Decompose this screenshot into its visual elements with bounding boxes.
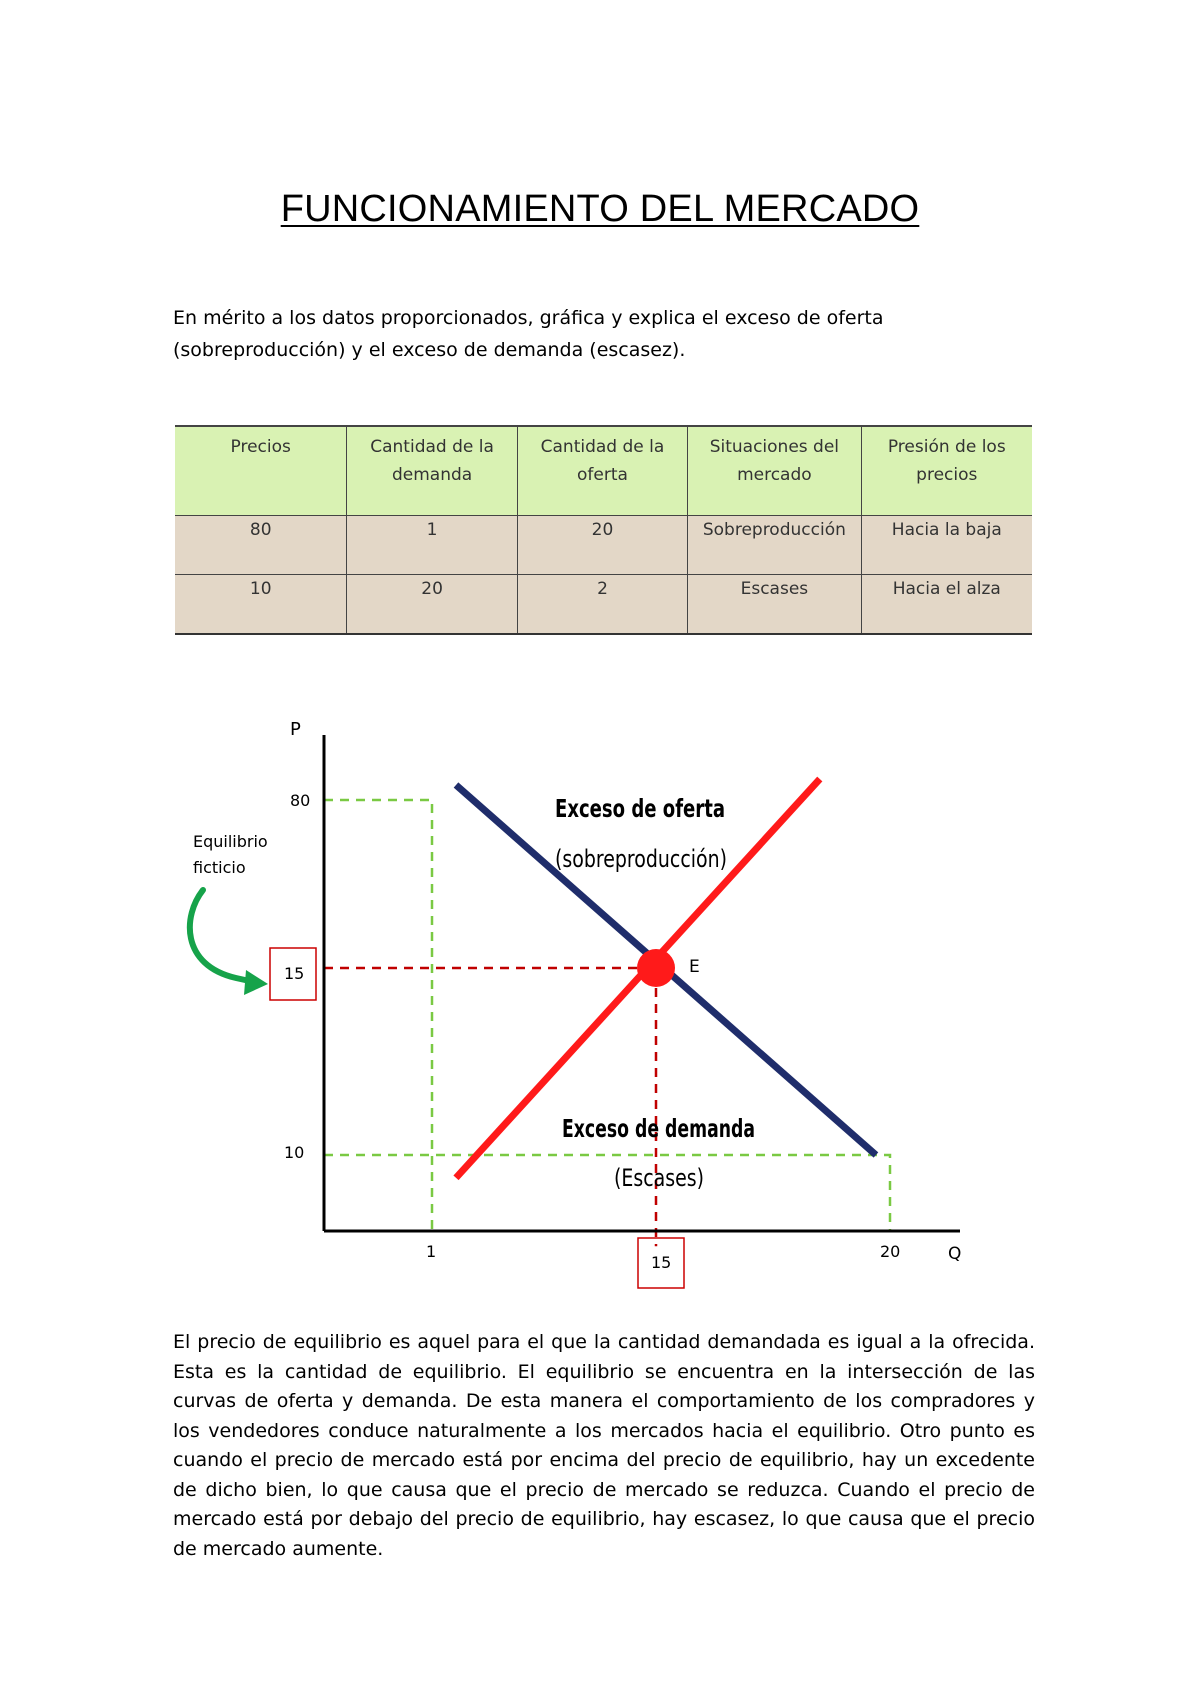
header-cantidad-oferta: Cantidad de la oferta bbox=[517, 426, 687, 516]
excess-supply-label: Exceso de oferta bbox=[555, 794, 725, 823]
fictitious-equilibrium-label-2: ficticio bbox=[193, 858, 246, 877]
x-tick-label: 1 bbox=[426, 1242, 437, 1261]
header-precios: Precios bbox=[175, 426, 347, 516]
header-presion: Presión de los precios bbox=[861, 426, 1032, 516]
table-cell: Hacia la baja bbox=[861, 516, 1032, 575]
boxed-quantity-label: 15 bbox=[651, 1253, 672, 1272]
table-cell: 20 bbox=[347, 575, 517, 635]
table-cell: Sobreproducción bbox=[688, 516, 861, 575]
fictitious-equilibrium-label-1: Equilibrio bbox=[193, 832, 268, 851]
table-cell: 20 bbox=[517, 516, 687, 575]
y-tick-label: 10 bbox=[284, 1143, 305, 1162]
table-header-row bbox=[175, 426, 1032, 516]
table-row bbox=[175, 575, 1032, 635]
body-paragraph bbox=[173, 1328, 1035, 1564]
intro-text: En mérito a los datos proporcionados, gráfica y explica el exceso de oferta (sobreproducción) y el exceso de demanda (escasez). bbox=[173, 307, 884, 361]
guide-line bbox=[324, 800, 432, 1231]
table-cell: 2 bbox=[517, 575, 687, 635]
header-situaciones: Situaciones del mercado bbox=[688, 426, 861, 516]
arrowhead-icon bbox=[244, 970, 268, 995]
guide-line bbox=[324, 1155, 890, 1231]
x-tick-label: 20 bbox=[880, 1242, 901, 1261]
intro-paragraph bbox=[173, 302, 1053, 366]
curved-arrow-icon bbox=[190, 890, 254, 982]
table-cell: 10 bbox=[175, 575, 347, 635]
excess-demand-sublabel: (Escases) bbox=[614, 1164, 704, 1192]
body-text: El precio de equilibrio es aquel para el que la cantidad demandada es igual a la ofrecida. Esta es la cantidad de equilibrio. El equilibrio se encuentra en la intersección de las curvas de oferta y demanda. De esta manera el comportamiento de los compradores y los vendedores conduce naturalmente a los mercados hacia el equilibrio. Otro punto es cuando el precio de mercado está por encima del precio de equilibrio, hay un excedente de dicho bien, lo que causa que el precio de mercado se reduzca. Cuando el precio de mercado está por debajo del precio de equilibrio, hay escasez, lo que causa que el precio de mercado aumente. bbox=[173, 1331, 1035, 1560]
header-cantidad-demanda: Cantidad de la demanda bbox=[347, 426, 517, 516]
y-tick-label: 80 bbox=[290, 791, 311, 810]
equilibrium-point bbox=[637, 949, 675, 987]
excess-supply-sublabel: (sobreproducción) bbox=[555, 845, 727, 873]
table-row bbox=[175, 516, 1032, 575]
equilibrium-label: E bbox=[689, 957, 700, 977]
table-cell: Hacia el alza bbox=[861, 575, 1032, 635]
supply-demand-chart bbox=[0, 700, 1200, 1300]
y-axis-label: P bbox=[290, 719, 301, 740]
table-cell: 80 bbox=[175, 516, 347, 575]
boxed-price-label: 15 bbox=[284, 964, 305, 983]
excess-demand-label: Exceso de demanda bbox=[562, 1114, 755, 1143]
page-title: FUNCIONAMIENTO DEL MERCADO bbox=[280, 188, 920, 230]
table-cell: 1 bbox=[347, 516, 517, 575]
table-cell: Escases bbox=[688, 575, 861, 635]
x-axis-label: Q bbox=[948, 1244, 962, 1264]
market-table bbox=[175, 425, 1032, 635]
